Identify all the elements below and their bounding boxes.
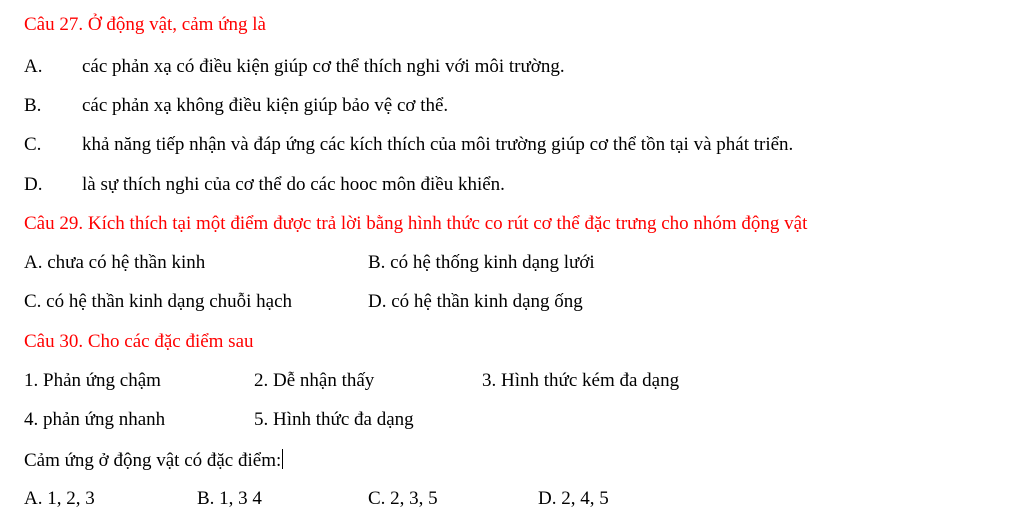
q30-option-a: A. 1, 2, 3 [24,488,95,509]
q30-feature-1: 1. Phản ứng chậm [24,370,161,391]
q27-option-c [24,134,794,156]
q29-option-c: C. có hệ thần kinh dạng chuỗi hạch [24,291,293,312]
q29-option-b: B. có hệ thống kinh dạng lưới [368,252,595,273]
q27-option-a [24,56,565,78]
q30-option-d: D. 2, 4, 5 [538,488,609,509]
q27-option-c-letter: C. [24,134,42,155]
q29-option-a: A. chưa có hệ thần kinh [24,252,206,273]
q27-option-d-letter: D. [24,174,43,195]
q27-option-d [24,174,505,196]
q30-feature-3: 3. Hình thức kém đa dạng [482,370,680,391]
q30-prompt-text: Cảm ứng ở động vật có đặc điểm: [24,450,282,471]
q30-feature-4: 4. phản ứng nhanh [24,409,166,430]
q30-title: Câu 30. Cho các đặc điểm sau [24,331,254,352]
q27-option-b [24,95,449,117]
q27-option-a-text: các phản xạ có điều kiện giúp cơ thể thích nghi với môi trường. [82,56,565,77]
q27-option-b-text: các phản xạ không điều kiện giúp bảo vệ cơ thể. [82,95,449,116]
q30-feature-5: 5. Hình thức đa dạng [254,409,414,430]
q27-option-d-text: là sự thích nghi của cơ thể do các hooc môn điều khiển. [82,174,505,195]
q30-feature-2: 2. Dễ nhận thấy [254,370,375,391]
q27-option-a-letter: A. [24,56,43,77]
q27-option-b-letter: B. [24,95,42,116]
q27-option-c-text: khả năng tiếp nhận và đáp ứng các kích thích của môi trường giúp cơ thể tồn tại và phát triển. [82,134,794,155]
q29-title: Câu 29. Kích thích tại một điểm được trả lời bằng hình thức co rút cơ thể đặc trưng cho nhóm động vật [24,213,808,234]
text-cursor [282,449,283,469]
q30-prompt[interactable] [24,449,283,472]
q30-option-b: B. 1, 3 4 [197,488,262,509]
q27-title: Câu 27. Ở động vật, cảm ứng là [24,14,266,35]
q29-option-d: D. có hệ thần kinh dạng ống [368,291,583,312]
q30-option-c: C. 2, 3, 5 [368,488,438,509]
